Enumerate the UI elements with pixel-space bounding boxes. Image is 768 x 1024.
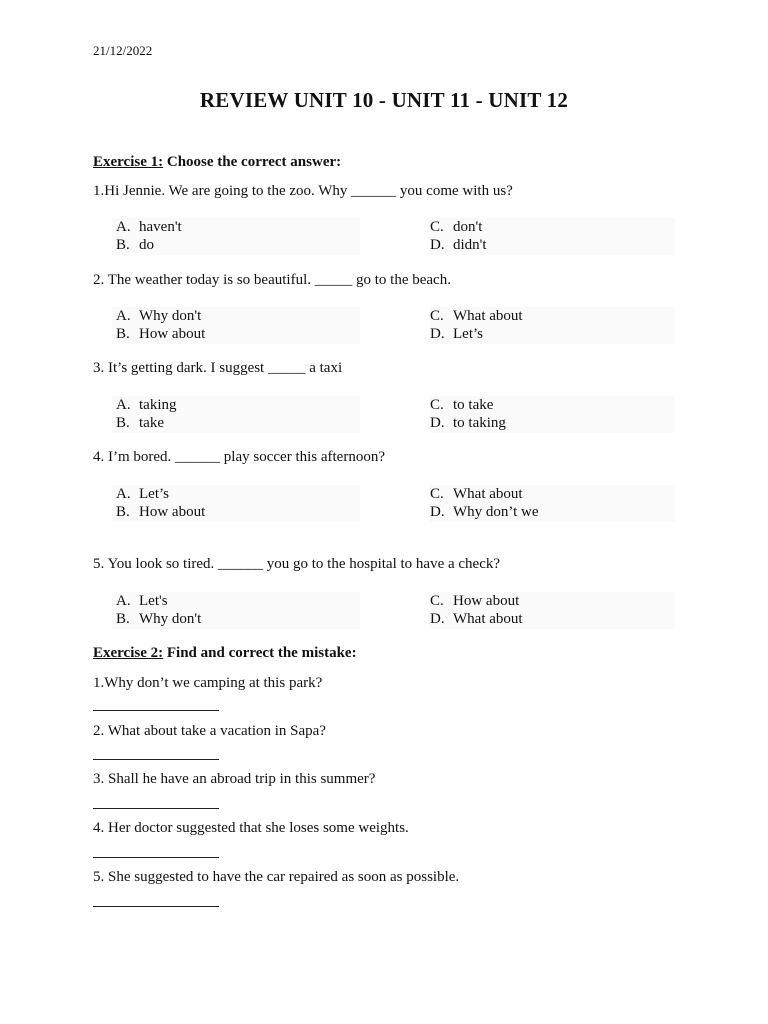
option-c: C. to take — [430, 397, 494, 413]
option-c: C. don't — [430, 219, 483, 235]
options-group — [112, 396, 675, 436]
option-d: D. What about — [430, 611, 523, 627]
options-group — [112, 485, 675, 525]
answer-line — [93, 710, 219, 711]
question-text: 3. It’s getting dark. I suggest _____ a taxi — [93, 360, 343, 376]
answer-line — [93, 857, 219, 858]
question-text: 5. You look so tired. ______ you go to the hospital to have a check? — [93, 556, 501, 572]
option-a: A. taking — [116, 397, 177, 413]
option-d: D. Why don’t we — [430, 504, 539, 520]
date: 21/12/2022 — [93, 43, 153, 58]
option-d: D. Let’s — [430, 326, 483, 342]
answer-line — [93, 808, 219, 809]
answer-line — [93, 759, 219, 760]
option-a: A. Why don't — [116, 308, 202, 324]
page-title: REVIEW UNIT 10 - UNIT 11 - UNIT 12 — [199, 88, 569, 112]
options-group — [112, 592, 675, 632]
question-text: 2. The weather today is so beautiful. _____ go to the beach. — [93, 272, 451, 288]
option-a: A. haven't — [116, 219, 182, 235]
exercise-1-instruction: Choose the correct answer: — [163, 154, 342, 170]
option-c: C. How about — [430, 593, 520, 609]
options-group — [112, 218, 675, 258]
option-b: B. How about — [116, 504, 206, 520]
option-a: A. Let’s — [116, 486, 169, 502]
option-b: B. Why don't — [116, 611, 202, 627]
question-text: 3. Shall he have an abroad trip in this summer? — [93, 771, 376, 787]
exercise-1-heading — [93, 154, 341, 171]
option-b: B. do — [116, 237, 154, 253]
option-a: A. Let's — [116, 593, 168, 609]
question-text: 4. Her doctor suggested that she loses some weights. — [93, 820, 409, 836]
question-text: 1.Hi Jennie. We are going to the zoo. Why ______ you come with us? — [93, 183, 513, 199]
option-d: D. to taking — [430, 415, 506, 431]
exercise-2-instruction: Find and correct the mistake: — [163, 645, 357, 661]
exercise-2-label: Exercise 2: — [93, 645, 164, 661]
answer-line — [93, 906, 219, 907]
options-group — [112, 307, 675, 347]
option-c: C. What about — [430, 308, 523, 324]
question-text: 2. What about take a vacation in Sapa? — [93, 723, 326, 739]
option-b: B. How about — [116, 326, 206, 342]
option-b: B. take — [116, 415, 164, 431]
option-c: C. What about — [430, 486, 523, 502]
exercise-1-label: Exercise 1: — [93, 154, 164, 170]
option-d: D. didn't — [430, 237, 487, 253]
exercise-2-heading — [93, 645, 357, 662]
question-text: 4. I’m bored. ______ play soccer this afternoon? — [93, 449, 385, 465]
question-text: 5. She suggested to have the car repaired as soon as possible. — [93, 869, 460, 885]
question-text: 1.Why don’t we camping at this park? — [93, 675, 323, 691]
